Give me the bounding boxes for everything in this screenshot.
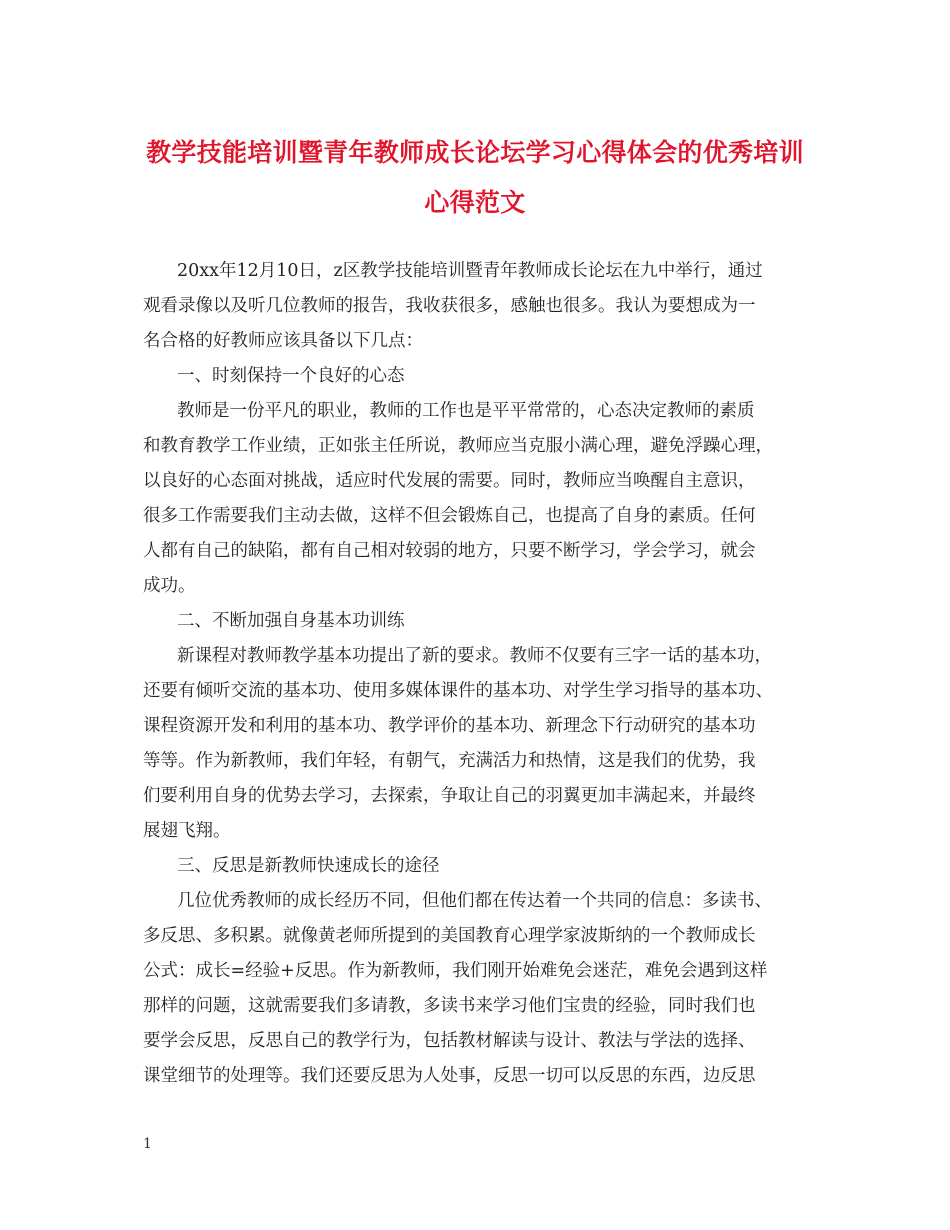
document-title-line-2: 心得范文 — [424, 188, 526, 217]
body-line: 很多工作需要我们主动去做，这样不但会锻炼自己，也提高了自身的素质。任何 — [143, 506, 756, 526]
body-line: 要学会反思，反思自己的教学行为，包括教材解读与设计、教法与学法的选择、 — [143, 1031, 756, 1051]
body-line: 那样的问题，这就需要我们多请教，多读书来学习他们宝贵的经验，同时我们也 — [143, 996, 756, 1016]
body-line: 成功。 — [143, 576, 196, 596]
body-line: 几位优秀教师的成长经历不同，但他们都在传达着一个共同的信息：多读书、 — [177, 891, 772, 911]
body-line: 和教育教学工作业绩，正如张主任所说，教师应当克服小满心理，避免浮躁心理， — [143, 436, 773, 456]
body-line: 展翅飞翔。 — [143, 821, 231, 841]
body-line: 等等。作为新教师，我们年轻，有朝气，充满活力和热情，这是我们的优势，我 — [143, 751, 756, 771]
section-heading-3: 三、反思是新教师快速成长的途径 — [177, 856, 440, 876]
page-number: 1 — [143, 1136, 152, 1152]
body-line: 教师是一份平凡的职业，教师的工作也是平平常常的，心态决定教师的素质 — [177, 401, 755, 421]
body-line: 多反思、多积累。就像黄老师所提到的美国教育心理学家波斯纳的一个教师成长 — [143, 926, 756, 946]
body-line: 课程资源开发和利用的基本功、教学评价的基本功、新理念下行动研究的基本功 — [143, 716, 756, 736]
body-line: 新课程对教师教学基本功提出了新的要求。教师不仅要有三字一话的基本功， — [177, 646, 772, 666]
section-heading-2: 二、不断加强自身基本功训练 — [177, 611, 405, 631]
body-line: 公式：成长=经验+反思。作为新教师，我们刚开始难免会迷茫，难免会遇到这样 — [143, 961, 768, 981]
body-line: 观看录像以及听几位教师的报告，我收获很多，感触也很多。我认为要想成为一 — [143, 296, 756, 316]
body-line: 课堂细节的处理等。我们还要反思为人处事，反思一切可以反思的东西，边反思 — [143, 1066, 756, 1086]
body-line: 名合格的好教师应该具备以下几点： — [143, 331, 423, 351]
document-title-line-1: 教学技能培训暨青年教师成长论坛学习心得体会的优秀培训 — [146, 138, 804, 167]
body-line: 还要有倾听交流的基本功、使用多媒体课件的基本功、对学生学习指导的基本功、 — [143, 681, 773, 701]
section-heading-1: 一、时刻保持一个良好的心态 — [177, 366, 405, 386]
body-line: 们要利用自身的优势去学习，去探索，争取让自己的羽翼更加丰满起来，并最终 — [143, 786, 756, 806]
body-line: 20xx年12月10日，z区教学技能培训暨青年教师成长论坛在九中举行，通过 — [177, 261, 763, 281]
body-line: 以良好的心态面对挑战，适应时代发展的需要。同时，教师应当唤醒自主意识， — [143, 471, 756, 491]
body-line: 人都有自己的缺陷，都有自己相对较弱的地方，只要不断学习，学会学习，就会 — [143, 541, 756, 561]
